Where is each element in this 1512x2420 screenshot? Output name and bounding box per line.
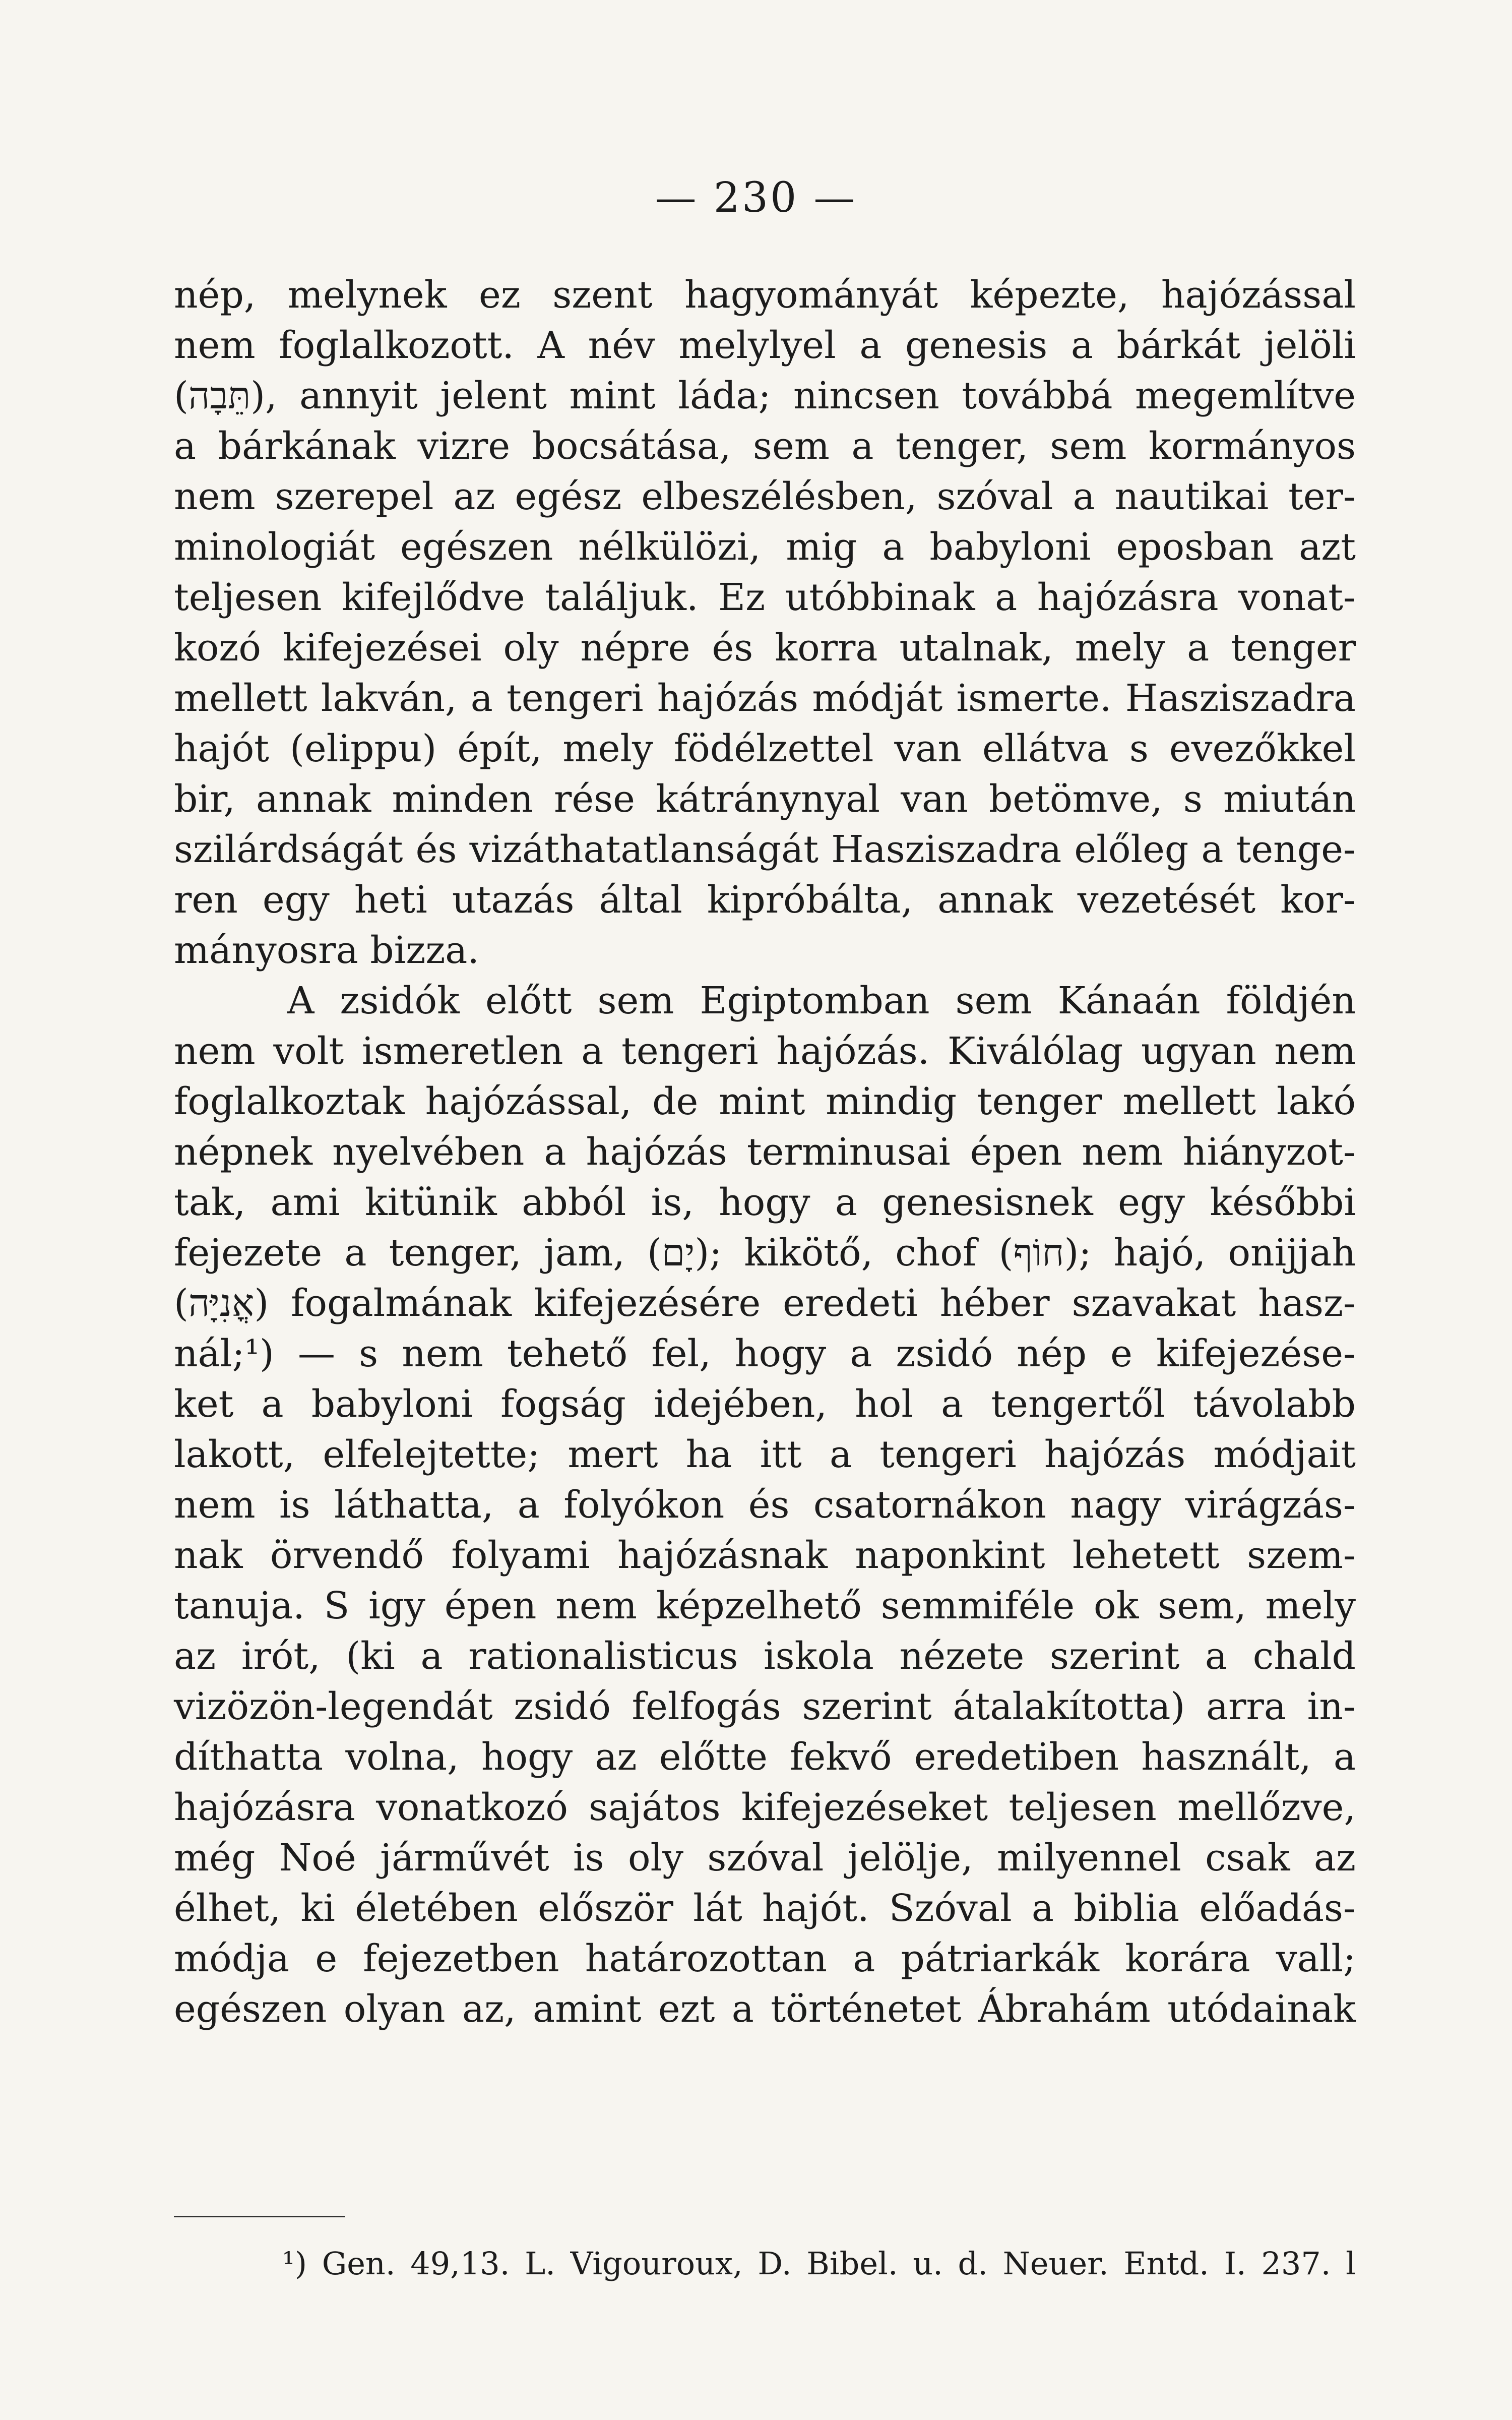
text-line: nak örvendő folyami hajózásnak naponkint lehetett szem- bbox=[174, 1534, 1356, 1577]
text-line: kozó kifejezései oly népre és korra utalnak, mely a tenger bbox=[174, 626, 1356, 670]
text-line: még Noé járművét is oly szóval jelölje, milyennel csak az bbox=[174, 1836, 1356, 1880]
page-number: — 230 — bbox=[655, 174, 857, 222]
text-line: ren egy heti utazás által kipróbálta, annak vezetését kor- bbox=[174, 878, 1356, 922]
text-line: az irót, (ki a rationalisticus iskola nézete szerint a chald bbox=[174, 1635, 1356, 1678]
text-line: fejezete a tenger, jam, (יָם); kikötő, chof (חוֹף); hajó, onijjah bbox=[174, 1231, 1356, 1275]
text-line: bir, annak minden rése kátránynyal van betömve, s miután bbox=[174, 777, 1356, 821]
text-line: (אֳנִיָּה) fogalmának kifejezésére eredeti héber szavakat hasz- bbox=[174, 1282, 1356, 1325]
text-line: mellett lakván, a tengeri hajózás módját ismerte. Hasziszadra bbox=[174, 677, 1356, 720]
text-line: foglalkoztak hajózással, de mint mindig tenger mellett lakó bbox=[174, 1080, 1356, 1123]
text-line: nál;¹) — s nem tehető fel, hogy a zsidó nép e kifejezése- bbox=[174, 1332, 1356, 1375]
text-line: minologiát egészen nélkülözi, mig a babyloni eposban azt bbox=[174, 525, 1356, 569]
text-line: élhet, ki életében először lát hajót. Szóval a biblia előadás- bbox=[174, 1887, 1356, 1930]
text-line: népnek nyelvében a hajózás terminusai épen nem hiányzot- bbox=[174, 1130, 1356, 1174]
text-line: egészen olyan az, amint ezt a történetet Ábrahám utódainak bbox=[174, 1987, 1356, 2031]
text-line: módja e fejezetben határozottan a pátriarkák korára vall; bbox=[174, 1937, 1356, 1980]
text-line: ket a babyloni fogság idejében, hol a tengertől távolabb bbox=[174, 1382, 1356, 1426]
text-line: vizözön-legendát zsidó felfogás szerint átalakította) arra in- bbox=[174, 1685, 1356, 1728]
text-line: nép, melynek ez szent hagyományát képezte, hajózással bbox=[174, 273, 1356, 317]
text-line: nem volt ismeretlen a tengeri hajózás. Kiválólag ugyan nem bbox=[174, 1030, 1356, 1073]
text-line: nem szerepel az egész elbeszélésben, szóval a nautikai ter- bbox=[174, 475, 1356, 518]
text-line: tak, ami kitünik abból is, hogy a genesisnek egy későbbi bbox=[174, 1181, 1356, 1224]
text-line: nem is láthatta, a folyókon és csatornákon nagy virágzás- bbox=[174, 1483, 1356, 1527]
text-line: mányosra bizza. bbox=[174, 929, 479, 972]
text-line: díthatta volna, hogy az előtte fekvő eredetiben használt, a bbox=[174, 1735, 1356, 1779]
text-line: szilárdságát és vizáthatatlanságát Hasziszadra előleg a tenge- bbox=[174, 828, 1356, 871]
text-line: tanuja. S igy épen nem képzelhető semmiféle ok sem, mely bbox=[174, 1584, 1356, 1627]
footnote: ¹) Gen. 49,13. L. Vigouroux, D. Bibel. u. d. Neuer. Entd. I. 237. l bbox=[282, 2245, 1356, 2282]
text-line: (תֵּבָה), annyit jelent mint láda; nincsen továbbá megemlítve bbox=[174, 374, 1356, 417]
text-line: nem foglalkozott. A név melylyel a genesis a bárkát jelöli bbox=[174, 324, 1356, 367]
text-line: lakott, elfelejtette; mert ha itt a tengeri hajózás módjait bbox=[174, 1433, 1356, 1476]
text-line: hajózásra vonatkozó sajátos kifejezéseket teljesen mellőzve, bbox=[174, 1786, 1356, 1829]
text-line: a bárkának vizre bocsátása, sem a tenger, sem kormányos bbox=[174, 425, 1356, 468]
footnote-divider bbox=[174, 2216, 345, 2217]
text-line: A zsidók előtt sem Egiptomban sem Kánaán földjén bbox=[287, 979, 1356, 1022]
text-line: hajót (elippu) épít, mely födélzettel van ellátva s evezőkkel bbox=[174, 727, 1356, 770]
text-line: teljesen kifejlődve találjuk. Ez utóbbinak a hajózásra vonat- bbox=[174, 576, 1356, 619]
